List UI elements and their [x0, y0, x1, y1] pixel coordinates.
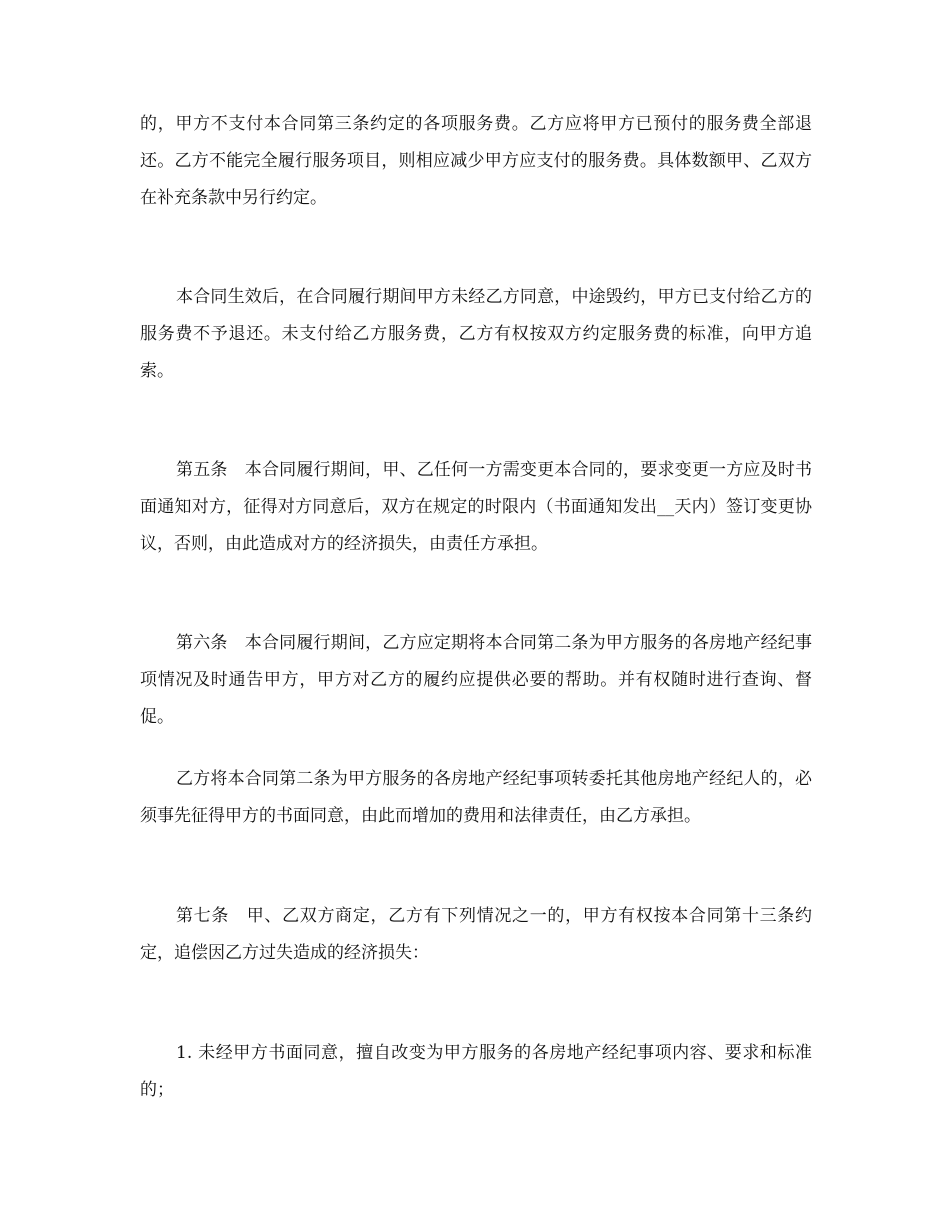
paragraph-item-1: 1. 未经甲方书面同意，擅自改变为甲方服务的各房地产经纪事项内容、要求和标准的； [140, 1043, 812, 1100]
paragraph-article-5: 第五条 本合同履行期间，甲、乙任何一方需变更本合同的，要求变更一方应及时书面通知对方，征得对方同意后，双方在规定的时限内（书面通知发出__天内）签订变更协议，否则，由此造成对方的经济损失，由责任方承担。 [140, 460, 812, 554]
paragraph-breach-refund: 本合同生效后，在合同履行期间甲方未经乙方同意，中途毁约，甲方已支付给乙方的服务费不予退还。未支付给乙方服务费，乙方有权按双方约定服务费的标准，向甲方追索。 [140, 287, 812, 381]
paragraph-article-7: 第七条 甲、乙双方商定，乙方有下列情况之一的，甲方有权按本合同第十三条约定，追偿因乙方过失造成的经济损失： [140, 906, 812, 963]
paragraph-article-6: 第六条 本合同履行期间，乙方应定期将本合同第二条为甲方服务的各房地产经纪事项情况及时通告甲方，甲方对乙方的履约应提供必要的帮助。并有权随时进行查询、督促。 [140, 633, 812, 727]
paragraph-continuation: 的，甲方不支付本合同第三条约定的各项服务费。乙方应将甲方已预付的服务费全部退还。乙方不能完全履行服务项目，则相应减少甲方应支付的服务费。具体数额甲、乙双方在补充条款中另行约定。 [140, 114, 812, 208]
paragraph-subcontract: 乙方将本合同第二条为甲方服务的各房地产经纪事项转委托其他房地产经纪人的，必须事先征得甲方的书面同意，由此而增加的费用和法律责任，由乙方承担。 [140, 769, 812, 826]
